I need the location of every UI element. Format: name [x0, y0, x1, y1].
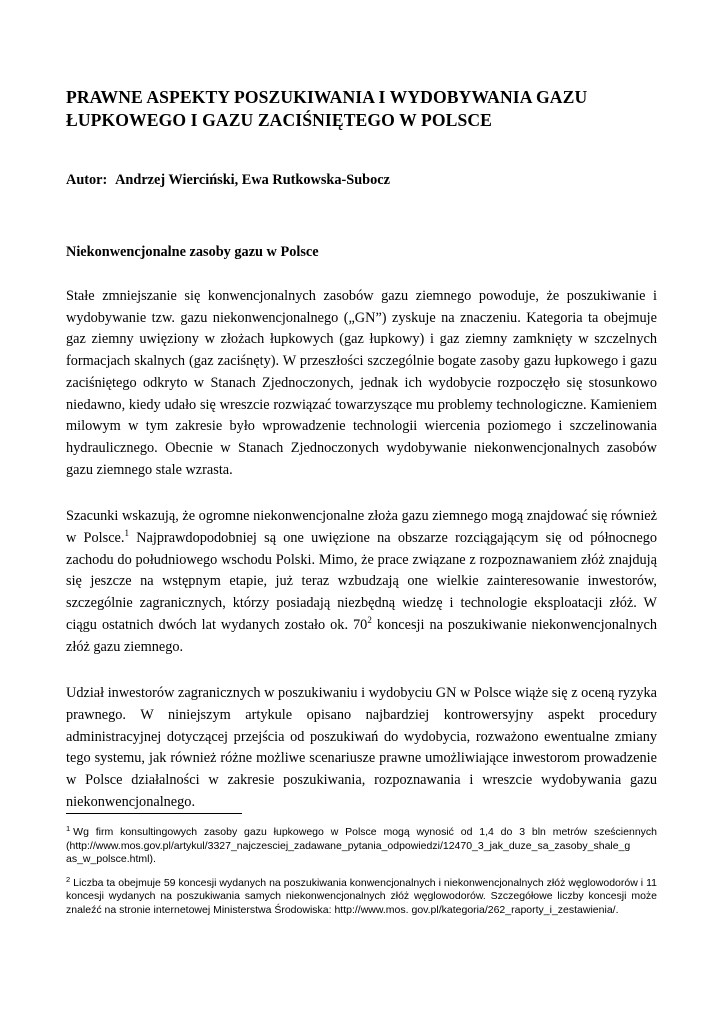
paragraph-3: Udział inwestorów zagranicznych w poszukiwaniu i wydobyciu GN w Polsce wiąże się z oceną ryzyka prawnego. W niniejszym artykule opisano najbardziej kontrowersyjny aspekt procedury administracyjnej dotyczącej przejścia od poszukiwań do wydobycia, rozważono ewentualne zmiany tego systemu, jak również różne możliwe scenariusze prawne umożliwiające inwestorom prowadzenie w Polsce działalności w zakresie poszukiwania, rozpoznawania i wreszcie wydobywania gazu niekonwencjonalnego.	[66, 685, 657, 810]
footnote-1	[66, 826, 657, 867]
document-title	[66, 0, 657, 132]
title-line-2: ŁUPKOWEGO I GAZU ZACIŚNIĘTEGO W POLSCE	[66, 110, 492, 130]
footnote-ref-2[interactable]: 2	[367, 614, 372, 625]
section-heading: Niekonwencjonalne zasoby gazu w Polsce	[66, 244, 319, 260]
footnote-separator	[66, 813, 242, 814]
footnotes	[66, 826, 657, 927]
author-label: Autor:	[66, 172, 108, 188]
footnote-ref-1[interactable]: 1	[124, 528, 129, 539]
footnote-2	[66, 874, 657, 918]
paragraph-2	[66, 506, 657, 658]
title-line-1: PRAWNE ASPEKTY POSZUKIWANIA I WYDOBYWANIA GAZU	[66, 87, 588, 107]
author-line	[66, 170, 657, 190]
paragraph-2-part-a: Szacunki wskazują, że ogromne niekonwencjonalne złoża gazu ziemnego mogą znajdować się również w Polsce.	[66, 508, 657, 547]
paragraph-1: Stałe zmniejszanie się konwencjonalnych zasobów gazu ziemnego powoduje, że poszukiwanie i wydobywanie tzw. gazu niekonwencjonalnego („GN”) zyskuje na znaczeniu. Kategoria ta obejmuje gaz ziemny uwięziony w złożach łupkowych (gaz łupkowy) i gaz ziemny zamknięty w szczelnych formacjach skalnych (gaz zaciśnęty). W przeszłości szczególnie bogate zasoby gazu łupkowego i gazu zaciśniętego odkryto w Stanach Zjednoczonych, jednak ich wydobycie rozpoczęło się stosunkowo niedawno, kiedy udało się wreszcie rozwiązać towarzyszące mu problemy technologiczne. Kamieniem milowym w tym zakresie było wprowadzenie technologii wiercenia poziomego i szczelinowania hydraulicznego. Obecnie w Stanach Zjednoczonych wydobywanie niekonwencjonalnych zasobów gazu ziemnego stale wzrasta.	[66, 288, 657, 478]
footnote-number: 2	[66, 874, 71, 884]
author-names: Andrzej Wierciński, Ewa Rutkowska-Subocz	[115, 172, 390, 188]
footnote-text: Liczba ta obejmuje 59 koncesji wydanych na poszukiwania konwencjonalnych i niekonwencjonalnych złóż węglowodorów i 11 koncesji wydanych na poszukiwania samych niekonwencjonalnych złóż węglowodorów. Szczegółowe liczby koncesji może znaleźć na stronie internetowej Ministerstwa Środowiska: http://www.mos. gov.pl/kategoria/262_raporty_i_zestawienia/.	[66, 876, 657, 916]
footnote-text: Wg firm konsultingowych zasoby gazu łupkowego w Polsce mogą wynosić od 1,4 do 3 bln metrów sześciennych (http://www.mos.gov.pl/artykul/3327_najczesciej_zadawane_pytania_odpowiedzi/12470_3_jak_duze_sa_zasoby_shale_g as_w_polsce.html).	[66, 826, 657, 865]
paragraph-2-part-b: Najprawdopodobniej są one uwięzione na obszarze rozciągającym się od północnego zachodu do południowego wschodu Polski. Mimo, że prace związane z rozpoznawaniem złóż znajdują się jeszcze na wstępnym etapie, już teraz wzbudzają one wielkie zainteresowanie inwestorów, szczególnie zagranicznych, którzy posiadają niezbędną wiedzę i technologie eksploatacji złóż. W ciągu ostatnich dwóch lat wydanych zostało ok. 70	[66, 530, 657, 633]
footnote-number: 1	[66, 824, 71, 833]
paragraph-2-part-c: koncesji na poszukiwanie niekonwencjonalnych złóż gazu ziemnego.	[66, 616, 657, 655]
